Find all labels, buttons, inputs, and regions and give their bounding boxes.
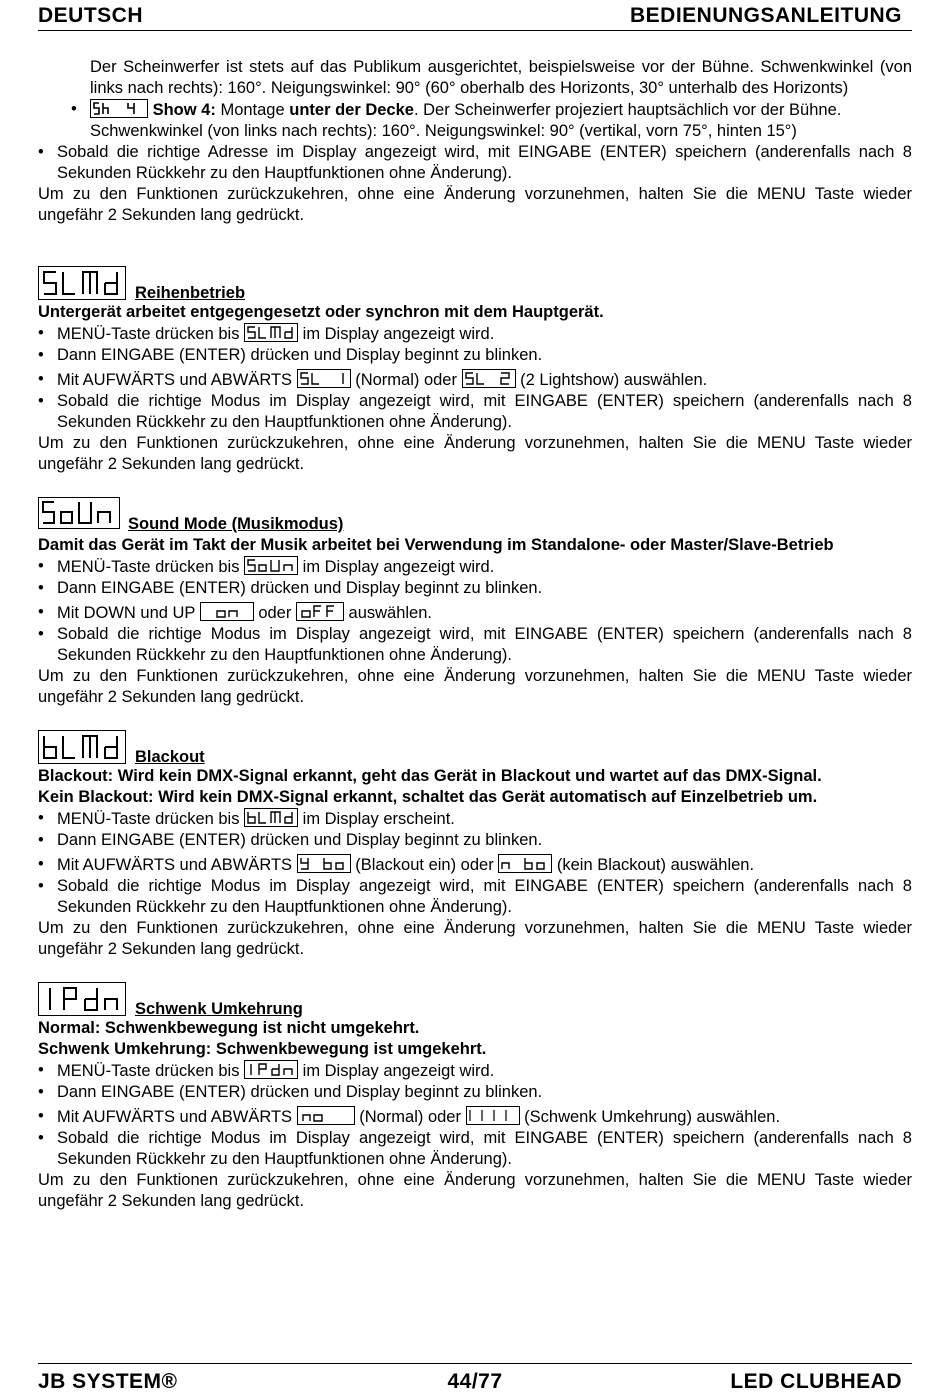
display-no-icon <box>297 1106 355 1125</box>
footer-product: LED CLUBHEAD <box>730 1370 902 1393</box>
display-blmd-icon <box>244 808 298 827</box>
header-title: BEDIENUNGSANLEITUNG <box>629 4 902 27</box>
display-soun-icon <box>244 556 298 575</box>
list-item: • Mit AUFWÄRTS und ABWÄRTS (Normal) oder (2 Lightshow) auswählen. <box>38 369 912 391</box>
section-header <box>38 266 912 302</box>
show4-label: Show 4: <box>152 101 216 119</box>
list-item: • Dann EINGABE (ENTER) drücken und Display beginnt zu blinken. <box>38 578 912 599</box>
intro-paragraph: Der Scheinwerfer ist stets auf das Publikum ausgerichtet, beispielsweise vor der Bühne. Schwenkwinkel (von links nach rechts): 160°. Neigungswinkel: 90° (60° oberhalb des Horizonts, 30° unterhalb des Horizonts) <box>90 58 912 97</box>
back-paragraph: Um zu den Funktionen zurückzukehren, ohne eine Änderung vorzunehmen, halten Sie die MENU Taste wieder ungefähr 2 Sekunden lang gedrückt. <box>38 185 912 224</box>
section-header <box>38 982 912 1018</box>
display-blmd-icon <box>38 730 126 764</box>
list-item: • Mit DOWN und UP oder auswählen. <box>38 602 912 624</box>
list-item: • Dann EINGABE (ENTER) drücken und Display beginnt zu blinken. <box>38 345 912 366</box>
section-subtitle: Schwenk Umkehrung: Schwenkbewegung ist umgekehrt. <box>38 1040 487 1058</box>
list-item: • Show 4: Montage unter der Decke. Der Scheinwerfer projeziert hauptsächlich vor der Bühne. Schwenkwinkel (von links nach rechts): 160°. Neigungswinkel: 90° (vertikal, vorn 75°, hinten 15°) <box>38 99 912 142</box>
page-footer <box>38 1363 912 1394</box>
list-item: • Mit AUFWÄRTS und ABWÄRTS (Normal) oder (Schwenk Umkehrung) auswählen. <box>38 1106 912 1128</box>
list-item: • MENÜ-Taste drücken bis im Display erscheint. <box>38 808 912 830</box>
section-title: Reihenbetrieb <box>135 284 246 302</box>
page-content <box>38 57 912 1212</box>
list-item: • Sobald die richtige Modus im Display angezeigt wird, mit EINGABE (ENTER) speichern (anderenfalls nach 8 Sekunden Rückkehr zu den Hauptfunktionen ohne Änderung). <box>38 391 912 433</box>
section-title: Sound Mode (Musikmodus) <box>128 515 344 533</box>
list-item: • Sobald die richtige Adresse im Display angezeigt wird, mit EINGABE (ENTER) speichern (anderenfalls nach 8 Sekunden Rückkehr zu den Hauptfunktionen ohne Änderung). <box>38 142 912 184</box>
page-number: 44/77 <box>447 1370 503 1393</box>
display-blank-icon <box>466 1106 520 1125</box>
list-item: • Dann EINGABE (ENTER) drücken und Display beginnt zu blinken. <box>38 830 912 851</box>
display-soun-icon <box>38 497 120 529</box>
section-subtitle: Kein Blackout: Wird kein DMX-Signal erkannt, schaltet das Gerät automatisch auf Einzelbetrieb um. <box>38 788 818 806</box>
section-title: Schwenk Umkehrung <box>135 1000 303 1018</box>
display-ipdn-icon <box>38 982 126 1016</box>
display-sl2-icon <box>462 369 516 388</box>
display-on-icon <box>200 602 254 621</box>
display-ybo-icon <box>297 854 351 873</box>
list-item: • Mit AUFWÄRTS und ABWÄRTS (Blackout ein) oder (kein Blackout) auswählen. <box>38 854 912 876</box>
list-item: • Sobald die richtige Modus im Display angezeigt wird, mit EINGABE (ENTER) speichern (anderenfalls nach 8 Sekunden Rückkehr zu den Hauptfunktionen ohne Änderung). <box>38 876 912 918</box>
display-slmd-icon <box>244 323 298 342</box>
header-language: DEUTSCH <box>38 4 144 27</box>
section-subtitle: Damit das Gerät im Takt der Musik arbeitet bei Verwendung im Standalone- oder Master/Slave-Betrieb <box>38 536 834 554</box>
display-sh4-icon <box>90 99 148 118</box>
display-off-icon <box>296 602 344 621</box>
back-paragraph: Um zu den Funktionen zurückzukehren, ohne eine Änderung vorzunehmen, halten Sie die MENU Taste wieder ungefähr 2 Sekunden lang gedrückt. <box>38 667 912 706</box>
display-sl1-icon <box>297 369 351 388</box>
back-paragraph: Um zu den Funktionen zurückzukehren, ohne eine Änderung vorzunehmen, halten Sie die MENU Taste wieder ungefähr 2 Sekunden lang gedrückt. <box>38 919 912 958</box>
back-paragraph: Um zu den Funktionen zurückzukehren, ohne eine Änderung vorzunehmen, halten Sie die MENU Taste wieder ungefähr 2 Sekunden lang gedrückt. <box>38 434 912 473</box>
list-item: • Dann EINGABE (ENTER) drücken und Display beginnt zu blinken. <box>38 1082 912 1103</box>
back-paragraph: Um zu den Funktionen zurückzukehren, ohne eine Änderung vorzunehmen, halten Sie die MENU Taste wieder ungefähr 2 Sekunden lang gedrückt. <box>38 1171 912 1210</box>
display-ipdn-icon <box>244 1060 298 1079</box>
section-subtitle: Normal: Schwenkbewegung ist nicht umgekehrt. <box>38 1019 420 1037</box>
footer-brand: JB SYSTEM® <box>38 1370 178 1393</box>
page-header <box>38 2 912 31</box>
list-item: • MENÜ-Taste drücken bis im Display angezeigt wird. <box>38 556 912 578</box>
list-item: • MENÜ-Taste drücken bis im Display angezeigt wird. <box>38 323 912 345</box>
list-item: • Sobald die richtige Modus im Display angezeigt wird, mit EINGABE (ENTER) speichern (anderenfalls nach 8 Sekunden Rückkehr zu den Hauptfunktionen ohne Änderung). <box>38 1128 912 1170</box>
section-subtitle: Untergerät arbeitet entgegengesetzt oder synchron mit dem Hauptgerät. <box>38 303 604 321</box>
display-nbo-icon <box>498 854 552 873</box>
section-header <box>38 497 912 533</box>
section-subtitle: Blackout: Wird kein DMX-Signal erkannt, geht das Gerät in Blackout und wartet auf das DMX-Signal. <box>38 767 822 785</box>
list-item: • MENÜ-Taste drücken bis im Display angezeigt wird. <box>38 1060 912 1082</box>
display-slmd-icon <box>38 266 126 300</box>
section-title: Blackout <box>135 748 205 766</box>
section-header <box>38 730 912 766</box>
list-item: • Sobald die richtige Modus im Display angezeigt wird, mit EINGABE (ENTER) speichern (anderenfalls nach 8 Sekunden Rückkehr zu den Hauptfunktionen ohne Änderung). <box>38 624 912 666</box>
